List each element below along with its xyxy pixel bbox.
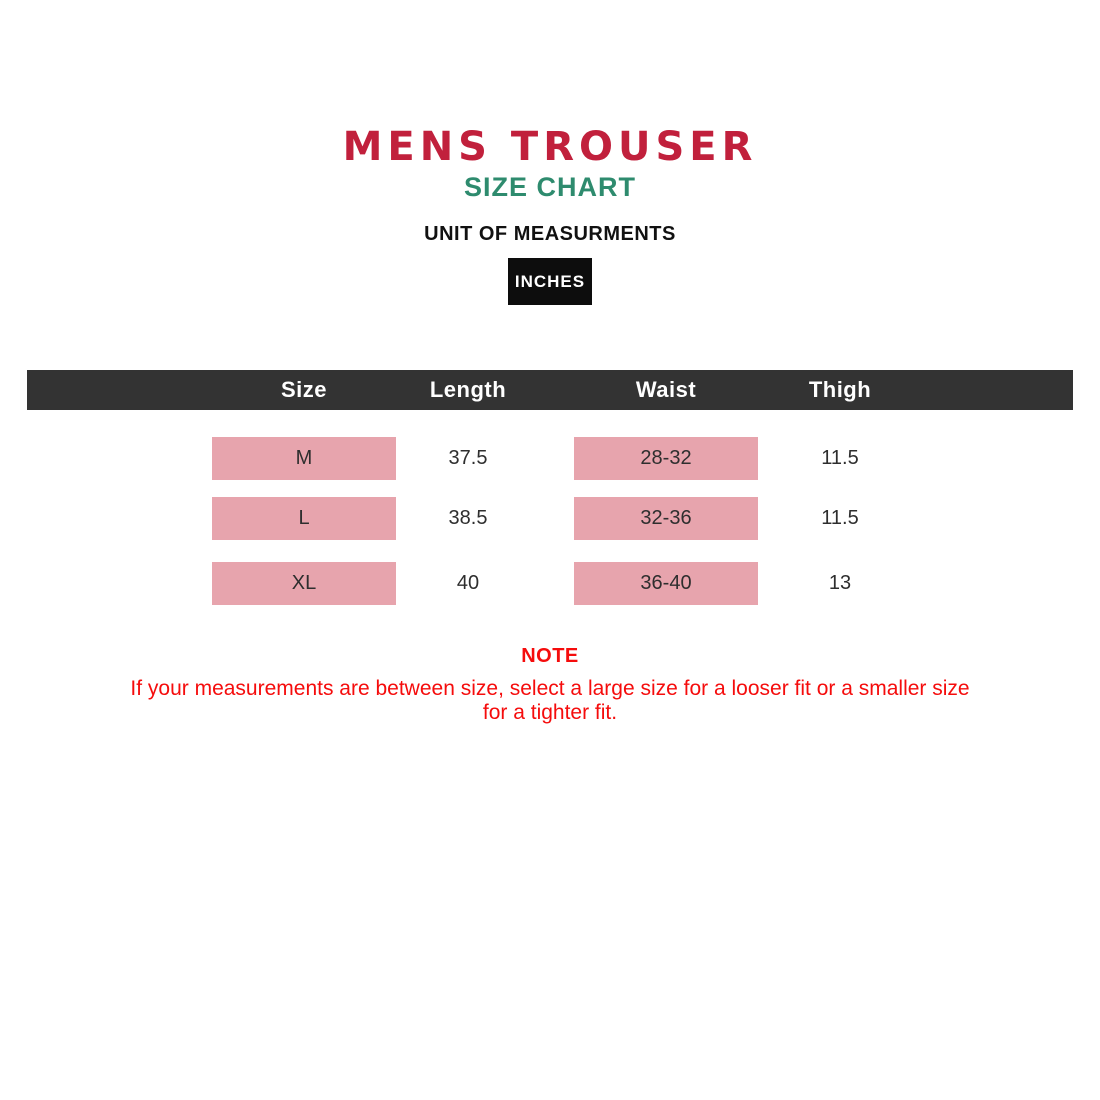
unit-of-measurements-label: UNIT OF MEASURMENTS [424,223,676,245]
size-cell-m: M [212,437,396,480]
length-cell-xl: 40 [456,572,480,594]
size-cell-l: L [212,497,396,540]
note-line-2: for a tighter fit. [482,701,618,724]
column-header-waist: Waist [635,377,697,402]
note-text [0,677,1100,725]
length-cell-l: 38.5 [448,507,488,529]
unit-inches-badge: INCHES [508,258,592,305]
column-header-length: Length [429,377,507,402]
waist-cell-l: 32-36 [574,497,758,540]
note-heading: NOTE [521,645,579,667]
table-header-bar [27,370,1073,410]
note-line-1: If your measurements are between size, select a large size for a looser fit or a smaller size [130,677,970,700]
thigh-cell-l: 11.5 [821,507,859,529]
column-header-thigh: Thigh [808,377,872,402]
waist-cell-m: 28-32 [574,437,758,480]
waist-cell-xl: 36-40 [574,562,758,605]
column-header-size: Size [280,377,328,402]
length-cell-m: 37.5 [448,447,488,469]
thigh-cell-m: 11.5 [821,447,859,469]
page-subtitle: SIZE CHART [464,172,636,202]
page-title: MENS TROUSER [342,124,758,170]
size-cell-xl: XL [212,562,396,605]
thigh-cell-xl: 13 [828,572,852,594]
